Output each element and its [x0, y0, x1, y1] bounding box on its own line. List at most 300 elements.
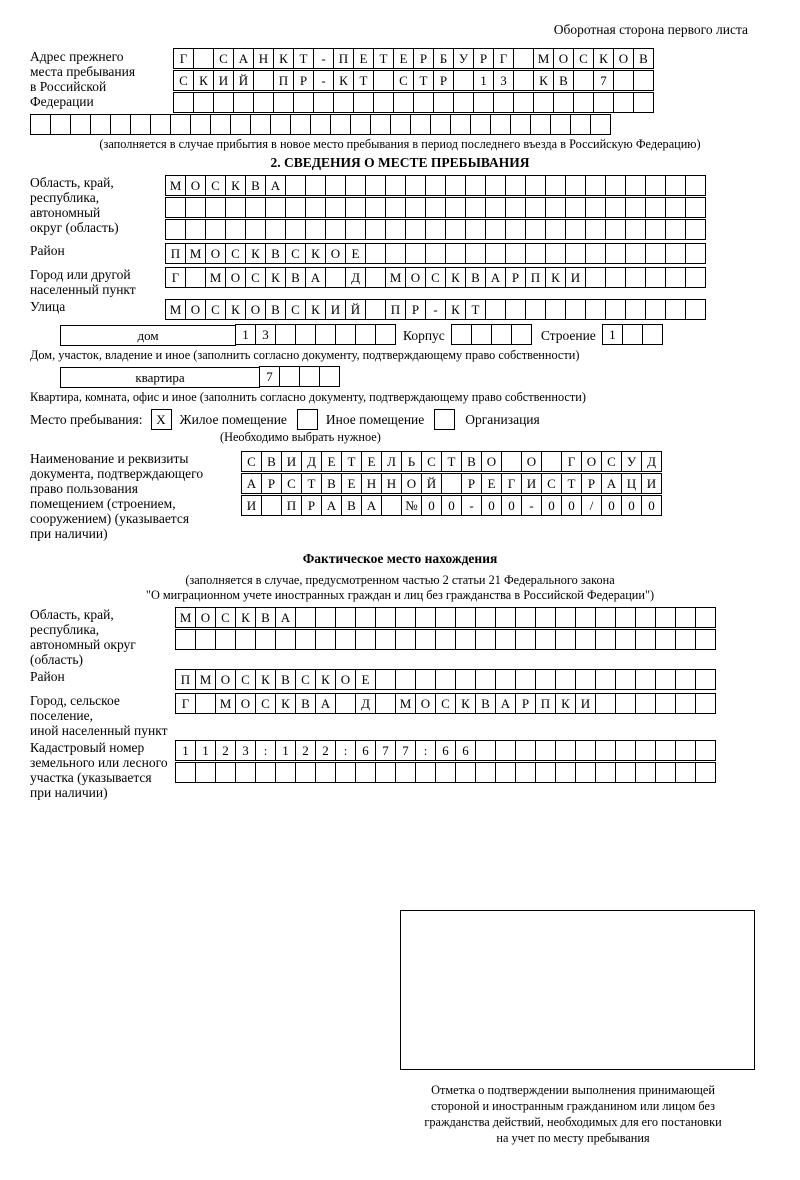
prev-address-r3-cell-23[interactable] — [633, 92, 654, 113]
flat-cell-2[interactable] — [299, 366, 320, 387]
actual-city-cell-12[interactable]: О — [415, 693, 436, 714]
region-r3-cell-7[interactable] — [305, 219, 326, 240]
prev-address-r3-cell-3[interactable] — [233, 92, 254, 113]
cadastral-r1-cell-26[interactable] — [695, 740, 716, 761]
document-r2-cell-0[interactable]: А — [241, 473, 262, 494]
region-r2-cell-14[interactable] — [445, 197, 466, 218]
cadastral-r1-cell-0[interactable]: 1 — [175, 740, 196, 761]
document-r3-cell-4[interactable]: А — [321, 495, 342, 516]
prev-address-r4-cell-4[interactable] — [110, 114, 131, 135]
cadastral-r2-cell-5[interactable] — [275, 762, 296, 783]
prev-address-r1-cell-21[interactable]: К — [593, 48, 614, 69]
actual-region-r1-cell-26[interactable] — [695, 607, 716, 628]
region-row-2[interactable] — [165, 197, 705, 218]
document-row-3[interactable] — [241, 495, 661, 516]
prev-address-r4-cell-10[interactable] — [230, 114, 251, 135]
document-r2-cell-7[interactable]: Н — [381, 473, 402, 494]
district-cell-10[interactable] — [365, 243, 386, 264]
document-r3-cell-16[interactable]: 0 — [561, 495, 582, 516]
actual-region-r2-cell-18[interactable] — [535, 629, 556, 650]
actual-city-cell-3[interactable]: О — [235, 693, 256, 714]
region-r2-cell-4[interactable] — [245, 197, 266, 218]
actual-region-r2-cell-9[interactable] — [355, 629, 376, 650]
cadastral-r2-cell-19[interactable] — [555, 762, 576, 783]
region-r1-cell-14[interactable] — [445, 175, 466, 196]
document-r1-cell-11[interactable]: В — [461, 451, 482, 472]
document-r1-cell-8[interactable]: Ь — [401, 451, 422, 472]
actual-city-cell-11[interactable]: М — [395, 693, 416, 714]
cadastral-r1-cell-23[interactable] — [635, 740, 656, 761]
region-row-3[interactable] — [165, 219, 705, 240]
actual-region-r1-cell-14[interactable] — [455, 607, 476, 628]
region-r2-cell-8[interactable] — [325, 197, 346, 218]
city-cell-7[interactable]: А — [305, 267, 326, 288]
region-r2-cell-21[interactable] — [585, 197, 606, 218]
actual-district-cell-18[interactable] — [535, 669, 556, 690]
prev-address-r1-cell-11[interactable]: Е — [393, 48, 414, 69]
actual-region-r1-cell-5[interactable]: А — [275, 607, 296, 628]
document-r1-cell-4[interactable]: Е — [321, 451, 342, 472]
prev-address-r4-cell-26[interactable] — [550, 114, 571, 135]
place-type-checkbox-organization[interactable] — [434, 409, 455, 430]
actual-region-r2-cell-4[interactable] — [255, 629, 276, 650]
actual-region-r1-cell-24[interactable] — [655, 607, 676, 628]
region-row-1[interactable] — [165, 175, 705, 196]
prev-address-r2-cell-15[interactable]: 1 — [473, 70, 494, 91]
prev-address-r4-cell-27[interactable] — [570, 114, 591, 135]
actual-region-r1-cell-2[interactable]: С — [215, 607, 236, 628]
document-r3-cell-6[interactable]: А — [361, 495, 382, 516]
actual-district-cell-10[interactable] — [375, 669, 396, 690]
document-r3-cell-10[interactable]: 0 — [441, 495, 462, 516]
actual-region-r2-cell-1[interactable] — [195, 629, 216, 650]
document-row-2[interactable] — [241, 473, 661, 494]
cadastral-r1-cell-13[interactable]: 6 — [435, 740, 456, 761]
region-r3-cell-19[interactable] — [545, 219, 566, 240]
document-r1-cell-5[interactable]: Т — [341, 451, 362, 472]
region-r1-cell-10[interactable] — [365, 175, 386, 196]
city-cell-19[interactable]: К — [545, 267, 566, 288]
prev-address-r4-cell-21[interactable] — [450, 114, 471, 135]
document-r2-cell-2[interactable]: С — [281, 473, 302, 494]
actual-district-cell-19[interactable] — [555, 669, 576, 690]
prev-address-r2-cell-22[interactable] — [613, 70, 634, 91]
region-r1-cell-4[interactable]: В — [245, 175, 266, 196]
cadastral-r2-cell-0[interactable] — [175, 762, 196, 783]
actual-region-r1-cell-7[interactable] — [315, 607, 336, 628]
street-cell-6[interactable]: С — [285, 299, 306, 320]
document-r1-cell-13[interactable] — [501, 451, 522, 472]
prev-address-r2-cell-2[interactable]: И — [213, 70, 234, 91]
prev-address-r4-cell-0[interactable] — [30, 114, 51, 135]
cadastral-r2-cell-7[interactable] — [315, 762, 336, 783]
prev-address-r2-cell-21[interactable]: 7 — [593, 70, 614, 91]
actual-district-cell-5[interactable]: В — [275, 669, 296, 690]
prev-address-r3-cell-15[interactable] — [473, 92, 494, 113]
region-r3-cell-2[interactable] — [205, 219, 226, 240]
document-r1-cell-9[interactable]: С — [421, 451, 442, 472]
cadastral-r1-cell-17[interactable] — [515, 740, 536, 761]
region-r2-cell-0[interactable] — [165, 197, 186, 218]
region-r1-cell-2[interactable]: С — [205, 175, 226, 196]
actual-city-cell-6[interactable]: В — [295, 693, 316, 714]
document-r1-cell-1[interactable]: В — [261, 451, 282, 472]
prev-address-r1-cell-5[interactable]: К — [273, 48, 294, 69]
region-r1-cell-24[interactable] — [645, 175, 666, 196]
street-cell-23[interactable] — [625, 299, 646, 320]
prev-address-r1-cell-22[interactable]: О — [613, 48, 634, 69]
prev-address-r3-cell-11[interactable] — [393, 92, 414, 113]
document-r3-cell-1[interactable] — [261, 495, 282, 516]
cadastral-r1-cell-4[interactable]: : — [255, 740, 276, 761]
prev-address-r1-cell-23[interactable]: В — [633, 48, 654, 69]
prev-address-r1-cell-19[interactable]: О — [553, 48, 574, 69]
cadastral-r1-cell-21[interactable] — [595, 740, 616, 761]
region-r2-cell-20[interactable] — [565, 197, 586, 218]
district-cell-23[interactable] — [625, 243, 646, 264]
region-r1-cell-3[interactable]: К — [225, 175, 246, 196]
prev-address-r1-cell-2[interactable]: С — [213, 48, 234, 69]
street-cell-0[interactable]: М — [165, 299, 186, 320]
actual-city-cell-4[interactable]: С — [255, 693, 276, 714]
region-r2-cell-2[interactable] — [205, 197, 226, 218]
region-r2-cell-13[interactable] — [425, 197, 446, 218]
city-cell-12[interactable]: О — [405, 267, 426, 288]
region-r1-cell-12[interactable] — [405, 175, 426, 196]
prev-address-r2-cell-3[interactable]: Й — [233, 70, 254, 91]
actual-region-r2-cell-5[interactable] — [275, 629, 296, 650]
region-r3-cell-8[interactable] — [325, 219, 346, 240]
cadastral-r1-cell-6[interactable]: 2 — [295, 740, 316, 761]
district-cell-1[interactable]: М — [185, 243, 206, 264]
prev-address-r3-cell-22[interactable] — [613, 92, 634, 113]
region-r2-cell-23[interactable] — [625, 197, 646, 218]
document-r3-cell-9[interactable]: 0 — [421, 495, 442, 516]
region-r2-cell-11[interactable] — [385, 197, 406, 218]
cadastral-r1-cell-9[interactable]: 6 — [355, 740, 376, 761]
prev-address-r1-cell-3[interactable]: А — [233, 48, 254, 69]
region-r1-cell-16[interactable] — [485, 175, 506, 196]
cadastral-r1-cell-3[interactable]: 3 — [235, 740, 256, 761]
cadastral-r2-cell-8[interactable] — [335, 762, 356, 783]
actual-region-r2-cell-13[interactable] — [435, 629, 456, 650]
cadastral-r2-cell-18[interactable] — [535, 762, 556, 783]
city-cell-3[interactable]: О — [225, 267, 246, 288]
prev-address-r3-cell-5[interactable] — [273, 92, 294, 113]
cadastral-r2-cell-15[interactable] — [475, 762, 496, 783]
document-r2-cell-8[interactable]: О — [401, 473, 422, 494]
region-r3-cell-10[interactable] — [365, 219, 386, 240]
prev-address-r2-cell-20[interactable] — [573, 70, 594, 91]
street-cell-13[interactable]: - — [425, 299, 446, 320]
prev-address-row-3[interactable] — [173, 92, 653, 113]
prev-address-r4-cell-23[interactable] — [490, 114, 511, 135]
district-cell-11[interactable] — [385, 243, 406, 264]
house-cell-5[interactable] — [335, 324, 356, 345]
document-r3-cell-7[interactable] — [381, 495, 402, 516]
document-r2-cell-4[interactable]: В — [321, 473, 342, 494]
cadastral-r2-cell-24[interactable] — [655, 762, 676, 783]
prev-address-r2-cell-17[interactable] — [513, 70, 534, 91]
region-r3-cell-24[interactable] — [645, 219, 666, 240]
document-r3-cell-17[interactable]: / — [581, 495, 602, 516]
cadastral-r2-cell-16[interactable] — [495, 762, 516, 783]
city-cell-21[interactable] — [585, 267, 606, 288]
region-r2-cell-9[interactable] — [345, 197, 366, 218]
document-r2-cell-6[interactable]: Н — [361, 473, 382, 494]
prev-address-r4-cell-15[interactable] — [330, 114, 351, 135]
region-r2-cell-25[interactable] — [665, 197, 686, 218]
house-cell-3[interactable] — [295, 324, 316, 345]
cadastral-r2-cell-21[interactable] — [595, 762, 616, 783]
actual-district-cell-13[interactable] — [435, 669, 456, 690]
prev-address-r4-cell-2[interactable] — [70, 114, 91, 135]
prev-address-r1-cell-15[interactable]: Р — [473, 48, 494, 69]
actual-region-r2-cell-23[interactable] — [635, 629, 656, 650]
prev-address-r4-cell-17[interactable] — [370, 114, 391, 135]
cadastral-r2-cell-13[interactable] — [435, 762, 456, 783]
region-r3-cell-23[interactable] — [625, 219, 646, 240]
district-cell-9[interactable]: Е — [345, 243, 366, 264]
actual-district-cell-1[interactable]: М — [195, 669, 216, 690]
street-cell-11[interactable]: П — [385, 299, 406, 320]
region-r3-cell-11[interactable] — [385, 219, 406, 240]
actual-region-r1-cell-18[interactable] — [535, 607, 556, 628]
cadastral-r2-cell-11[interactable] — [395, 762, 416, 783]
actual-city-cell-1[interactable] — [195, 693, 216, 714]
actual-region-r2-cell-19[interactable] — [555, 629, 576, 650]
prev-address-r3-cell-12[interactable] — [413, 92, 434, 113]
prev-address-r2-cell-18[interactable]: К — [533, 70, 554, 91]
city-row[interactable] — [165, 267, 705, 288]
street-cell-5[interactable]: В — [265, 299, 286, 320]
actual-region-r1-cell-21[interactable] — [595, 607, 616, 628]
prev-address-r1-cell-7[interactable]: - — [313, 48, 334, 69]
prev-address-r4-cell-5[interactable] — [130, 114, 151, 135]
actual-region-r2-cell-21[interactable] — [595, 629, 616, 650]
document-r2-cell-14[interactable]: И — [521, 473, 542, 494]
document-r2-cell-9[interactable]: Й — [421, 473, 442, 494]
street-cell-3[interactable]: К — [225, 299, 246, 320]
actual-district-cell-22[interactable] — [615, 669, 636, 690]
document-r2-cell-3[interactable]: Т — [301, 473, 322, 494]
document-r3-cell-5[interactable]: В — [341, 495, 362, 516]
actual-district-cell-4[interactable]: К — [255, 669, 276, 690]
actual-district-cell-15[interactable] — [475, 669, 496, 690]
actual-city-cell-23[interactable] — [635, 693, 656, 714]
region-r3-cell-14[interactable] — [445, 219, 466, 240]
document-r2-cell-19[interactable]: Ц — [621, 473, 642, 494]
region-r1-cell-0[interactable]: М — [165, 175, 186, 196]
street-cell-17[interactable] — [505, 299, 526, 320]
prev-address-r3-cell-4[interactable] — [253, 92, 274, 113]
city-cell-2[interactable]: М — [205, 267, 226, 288]
document-r3-cell-19[interactable]: 0 — [621, 495, 642, 516]
document-r3-cell-0[interactable]: И — [241, 495, 262, 516]
actual-district-cell-7[interactable]: К — [315, 669, 336, 690]
cadastral-r1-cell-5[interactable]: 1 — [275, 740, 296, 761]
region-r2-cell-10[interactable] — [365, 197, 386, 218]
cadastral-r2-cell-22[interactable] — [615, 762, 636, 783]
house-cell-2[interactable] — [275, 324, 296, 345]
prev-address-r2-cell-19[interactable]: В — [553, 70, 574, 91]
prev-address-r1-cell-6[interactable]: Т — [293, 48, 314, 69]
street-cell-4[interactable]: О — [245, 299, 266, 320]
district-cell-7[interactable]: К — [305, 243, 326, 264]
city-cell-14[interactable]: К — [445, 267, 466, 288]
cadastral-r2-cell-4[interactable] — [255, 762, 276, 783]
region-r1-cell-19[interactable] — [545, 175, 566, 196]
region-r3-cell-4[interactable] — [245, 219, 266, 240]
region-r1-cell-20[interactable] — [565, 175, 586, 196]
cadastral-r2-cell-6[interactable] — [295, 762, 316, 783]
document-row-1[interactable] — [241, 451, 661, 472]
document-r3-cell-20[interactable]: 0 — [641, 495, 662, 516]
actual-district-cell-0[interactable]: П — [175, 669, 196, 690]
prev-address-r4-cell-6[interactable] — [150, 114, 171, 135]
actual-region-r1-cell-19[interactable] — [555, 607, 576, 628]
street-cell-9[interactable]: Й — [345, 299, 366, 320]
document-r1-cell-0[interactable]: С — [241, 451, 262, 472]
cadastral-r1-cell-25[interactable] — [675, 740, 696, 761]
district-cell-18[interactable] — [525, 243, 546, 264]
prev-address-r2-cell-6[interactable]: Р — [293, 70, 314, 91]
city-cell-23[interactable] — [625, 267, 646, 288]
prev-address-r1-cell-18[interactable]: М — [533, 48, 554, 69]
document-r2-cell-15[interactable]: С — [541, 473, 562, 494]
region-r2-cell-1[interactable] — [185, 197, 206, 218]
region-r3-cell-20[interactable] — [565, 219, 586, 240]
street-cell-20[interactable] — [565, 299, 586, 320]
prev-address-row-1[interactable] — [173, 48, 653, 69]
document-r3-cell-3[interactable]: Р — [301, 495, 322, 516]
stroenie-cell-0[interactable]: 1 — [602, 324, 623, 345]
region-r3-cell-0[interactable] — [165, 219, 186, 240]
cadastral-row-1[interactable] — [175, 740, 715, 761]
prev-address-r3-cell-1[interactable] — [193, 92, 214, 113]
actual-city-cell-20[interactable]: И — [575, 693, 596, 714]
stroenie-cell-1[interactable] — [622, 324, 643, 345]
street-cell-25[interactable] — [665, 299, 686, 320]
street-cell-16[interactable] — [485, 299, 506, 320]
region-r1-cell-15[interactable] — [465, 175, 486, 196]
actual-region-r2-cell-12[interactable] — [415, 629, 436, 650]
district-row[interactable] — [165, 243, 705, 264]
house-cells[interactable] — [235, 324, 395, 345]
cadastral-r1-cell-22[interactable] — [615, 740, 636, 761]
region-r2-cell-22[interactable] — [605, 197, 626, 218]
street-cell-19[interactable] — [545, 299, 566, 320]
prev-address-r1-cell-0[interactable]: Г — [173, 48, 194, 69]
actual-region-r1-cell-1[interactable]: О — [195, 607, 216, 628]
actual-city-cell-16[interactable]: А — [495, 693, 516, 714]
region-r1-cell-13[interactable] — [425, 175, 446, 196]
stroenie-cell-2[interactable] — [642, 324, 663, 345]
prev-address-r3-cell-17[interactable] — [513, 92, 534, 113]
actual-region-r2-cell-10[interactable] — [375, 629, 396, 650]
region-r2-cell-6[interactable] — [285, 197, 306, 218]
district-cell-8[interactable]: О — [325, 243, 346, 264]
prev-address-r4-cell-12[interactable] — [270, 114, 291, 135]
document-r1-cell-12[interactable]: О — [481, 451, 502, 472]
document-r2-cell-10[interactable] — [441, 473, 462, 494]
prev-address-r2-cell-13[interactable]: Р — [433, 70, 454, 91]
actual-region-r2-cell-20[interactable] — [575, 629, 596, 650]
actual-region-r2-cell-17[interactable] — [515, 629, 536, 650]
district-cell-5[interactable]: В — [265, 243, 286, 264]
cadastral-r1-cell-15[interactable] — [475, 740, 496, 761]
document-r1-cell-17[interactable]: О — [581, 451, 602, 472]
cadastral-r2-cell-20[interactable] — [575, 762, 596, 783]
actual-district-cell-11[interactable] — [395, 669, 416, 690]
actual-district-cell-25[interactable] — [675, 669, 696, 690]
document-r3-cell-2[interactable]: П — [281, 495, 302, 516]
document-r1-cell-16[interactable]: Г — [561, 451, 582, 472]
prev-address-r4-cell-1[interactable] — [50, 114, 71, 135]
region-r3-cell-12[interactable] — [405, 219, 426, 240]
actual-region-r1-cell-12[interactable] — [415, 607, 436, 628]
cadastral-r2-cell-25[interactable] — [675, 762, 696, 783]
cadastral-r2-cell-23[interactable] — [635, 762, 656, 783]
street-cell-21[interactable] — [585, 299, 606, 320]
cadastral-r1-cell-1[interactable]: 1 — [195, 740, 216, 761]
region-r2-cell-19[interactable] — [545, 197, 566, 218]
region-r2-cell-17[interactable] — [505, 197, 526, 218]
document-r1-cell-10[interactable]: Т — [441, 451, 462, 472]
actual-city-cell-22[interactable] — [615, 693, 636, 714]
prev-address-r3-cell-8[interactable] — [333, 92, 354, 113]
city-cell-5[interactable]: К — [265, 267, 286, 288]
prev-address-r1-cell-13[interactable]: Б — [433, 48, 454, 69]
stroenie-cells[interactable] — [602, 324, 662, 345]
actual-city-cell-5[interactable]: К — [275, 693, 296, 714]
place-type-checkbox-residential[interactable]: Х — [151, 409, 172, 430]
document-r3-cell-8[interactable]: № — [401, 495, 422, 516]
korpus-cell-1[interactable] — [471, 324, 492, 345]
actual-city-cell-10[interactable] — [375, 693, 396, 714]
cadastral-r1-cell-20[interactable] — [575, 740, 596, 761]
city-cell-20[interactable]: И — [565, 267, 586, 288]
stamp-area[interactable] — [400, 910, 755, 1070]
district-cell-16[interactable] — [485, 243, 506, 264]
document-r1-cell-19[interactable]: У — [621, 451, 642, 472]
actual-region-r1-cell-6[interactable] — [295, 607, 316, 628]
district-cell-25[interactable] — [665, 243, 686, 264]
actual-city-cell-15[interactable]: В — [475, 693, 496, 714]
city-cell-8[interactable] — [325, 267, 346, 288]
prev-address-r4-cell-20[interactable] — [430, 114, 451, 135]
region-r1-cell-25[interactable] — [665, 175, 686, 196]
actual-region-r1-cell-10[interactable] — [375, 607, 396, 628]
actual-city-cell-24[interactable] — [655, 693, 676, 714]
region-r2-cell-18[interactable] — [525, 197, 546, 218]
actual-city-cell-13[interactable]: С — [435, 693, 456, 714]
region-r3-cell-15[interactable] — [465, 219, 486, 240]
city-cell-4[interactable]: С — [245, 267, 266, 288]
district-cell-0[interactable]: П — [165, 243, 186, 264]
cadastral-r1-cell-10[interactable]: 7 — [375, 740, 396, 761]
document-r3-cell-13[interactable]: 0 — [501, 495, 522, 516]
flat-cell-3[interactable] — [319, 366, 340, 387]
document-r1-cell-7[interactable]: Л — [381, 451, 402, 472]
prev-address-r3-cell-19[interactable] — [553, 92, 574, 113]
actual-region-r2-cell-8[interactable] — [335, 629, 356, 650]
district-cell-21[interactable] — [585, 243, 606, 264]
region-r3-cell-22[interactable] — [605, 219, 626, 240]
place-type-checkbox-other[interactable] — [297, 409, 318, 430]
district-cell-19[interactable] — [545, 243, 566, 264]
city-cell-9[interactable]: Д — [345, 267, 366, 288]
